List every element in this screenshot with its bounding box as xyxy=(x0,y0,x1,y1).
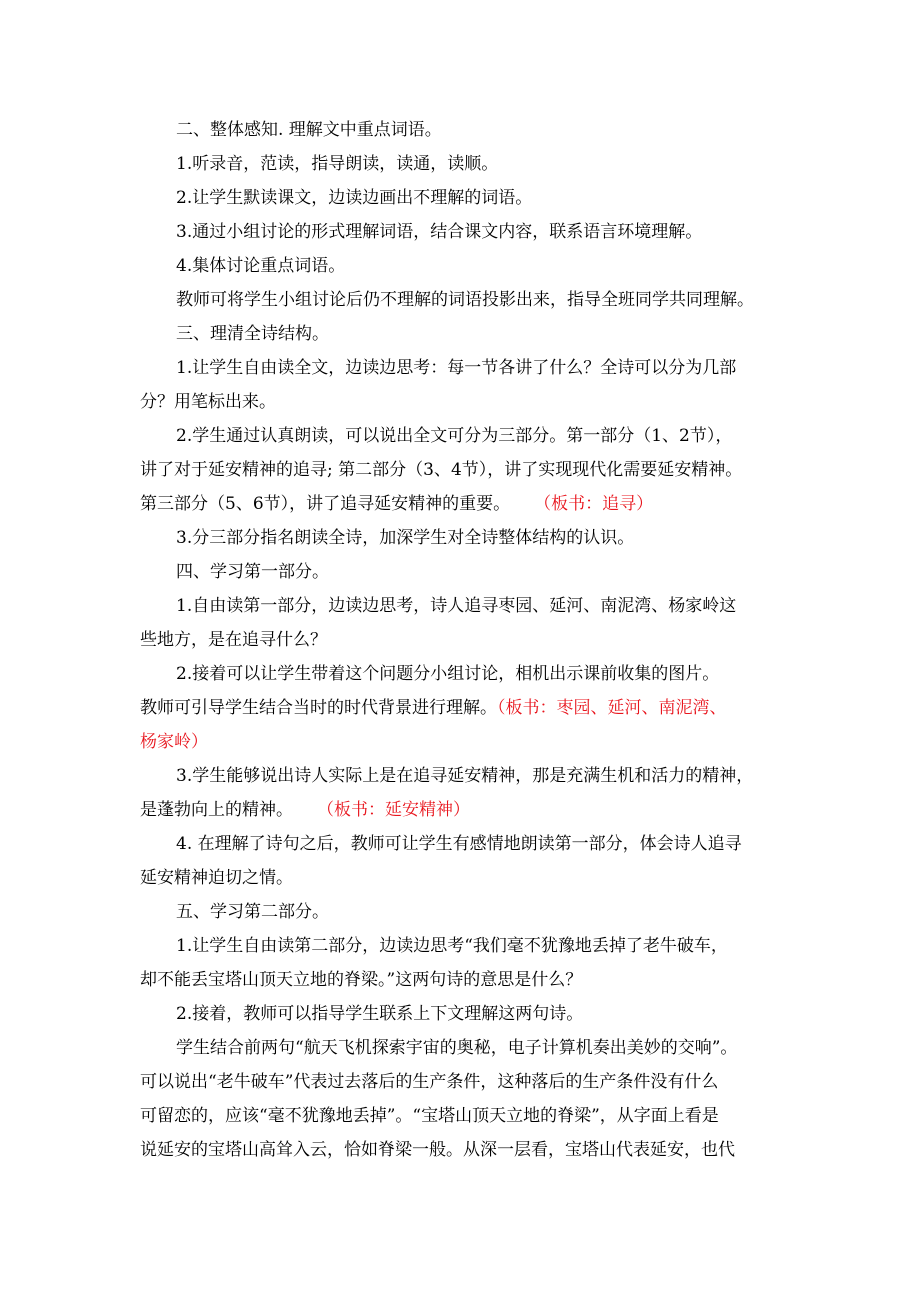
paragraph: 4. 在理解了诗句之后，教师可让学生有感情地朗读第一部分，体会诗人追寻 xyxy=(176,834,742,854)
paragraph: 1.自由读第一部分，边读边思考，诗人追寻枣园、延河、南泥湾、杨家岭这 xyxy=(176,596,737,616)
paragraph: 可以说出“老牛破车”代表过去落后的生产条件，这种落后的生产条件没有什么 xyxy=(140,1072,719,1092)
paragraph: 3.通过小组讨论的形式理解词语，结合课文内容，联系语言环境理解。 xyxy=(176,222,703,242)
paragraph: 教师可将学生小组讨论后仍不理解的词语投影出来，指导全班同学共同理解。 xyxy=(176,290,754,310)
blackboard-note: 杨家岭） xyxy=(140,732,208,752)
heading-part-one: 四、学习第一部分。 xyxy=(176,562,329,582)
paragraph: 可留恋的，应该“毫不犹豫地丢掉”。“宝塔山顶天立地的脊梁”，从字面上看是 xyxy=(140,1106,719,1126)
paragraph: 第三部分（5、6节），讲了追寻延安精神的重要。 （板书：追寻） xyxy=(140,494,654,514)
paragraph: 说延安的宝塔山高耸入云，恰如脊梁一般。从深一层看，宝塔山代表延安，也代 xyxy=(140,1140,735,1160)
blackboard-note: （板书：枣园、延河、南泥湾、 xyxy=(497,698,727,718)
paragraph: 3.分三部分指名朗读全诗，加深学生对全诗整体结构的认识。 xyxy=(176,528,635,548)
paragraph: 1.听录音，范读，指导朗读，读通，读顺。 xyxy=(176,154,499,174)
paragraph: 教师可引导学生结合当时的时代背景进行理解。（板书：枣园、延河、南泥湾、 xyxy=(140,698,727,718)
paragraph: 讲了对于延安精神的追寻; 第二部分（3、4节），讲了实现现代化需要延安精神。 xyxy=(140,460,743,480)
paragraph: 学生结合前两句“航天飞机探索宇宙的奥秘，电子计算机奏出美妙的交响”。 xyxy=(176,1038,738,1058)
paragraph: 分？用笔标出来。 xyxy=(140,392,276,412)
heading-poem-structure: 三、理清全诗结构。 xyxy=(176,324,329,344)
paragraph: 2.让学生默读课文，边读边画出不理解的词语。 xyxy=(176,188,533,208)
paragraph: 3.学生能够说出诗人实际上是在追寻延安精神，那是充满生机和活力的精神， xyxy=(176,766,754,786)
blackboard-note: （板书：延安精神） xyxy=(317,800,470,820)
paragraph: 1.让学生自由读全文，边读边思考：每一节各讲了什么？全诗可以分为几部 xyxy=(176,358,737,378)
paragraph: 1.让学生自由读第二部分，边读边思考“我们毫不犹豫地丢掉了老牛破车， xyxy=(176,936,728,956)
paragraph: 4.集体讨论重点词语。 xyxy=(176,256,346,276)
paragraph xyxy=(140,732,208,752)
paragraph: 2.学生通过认真朗读，可以说出全文可分为三部分。第一部分（1、2节）， xyxy=(176,426,733,446)
paragraph: 些地方，是在追寻什么？ xyxy=(140,630,327,650)
paragraph: 2.接着可以让学生带着这个问题分小组讨论，相机出示课前收集的图片。 xyxy=(176,664,720,684)
paragraph: 2.接着，教师可以指导学生联系上下文理解这两句诗。 xyxy=(176,1004,584,1024)
paragraph: 是蓬勃向上的精神。 （板书：延安精神） xyxy=(140,800,470,820)
heading-overall-perception: 二、整体感知. 理解文中重点词语。 xyxy=(176,120,442,140)
paragraph: 却不能丢宝塔山顶天立地的脊梁。”这两句诗的意思是什么？ xyxy=(140,970,583,990)
blackboard-note: （板书：追寻） xyxy=(534,494,654,514)
paragraph: 延安精神迫切之情。 xyxy=(140,868,293,888)
heading-part-two: 五、学习第二部分。 xyxy=(176,902,329,922)
